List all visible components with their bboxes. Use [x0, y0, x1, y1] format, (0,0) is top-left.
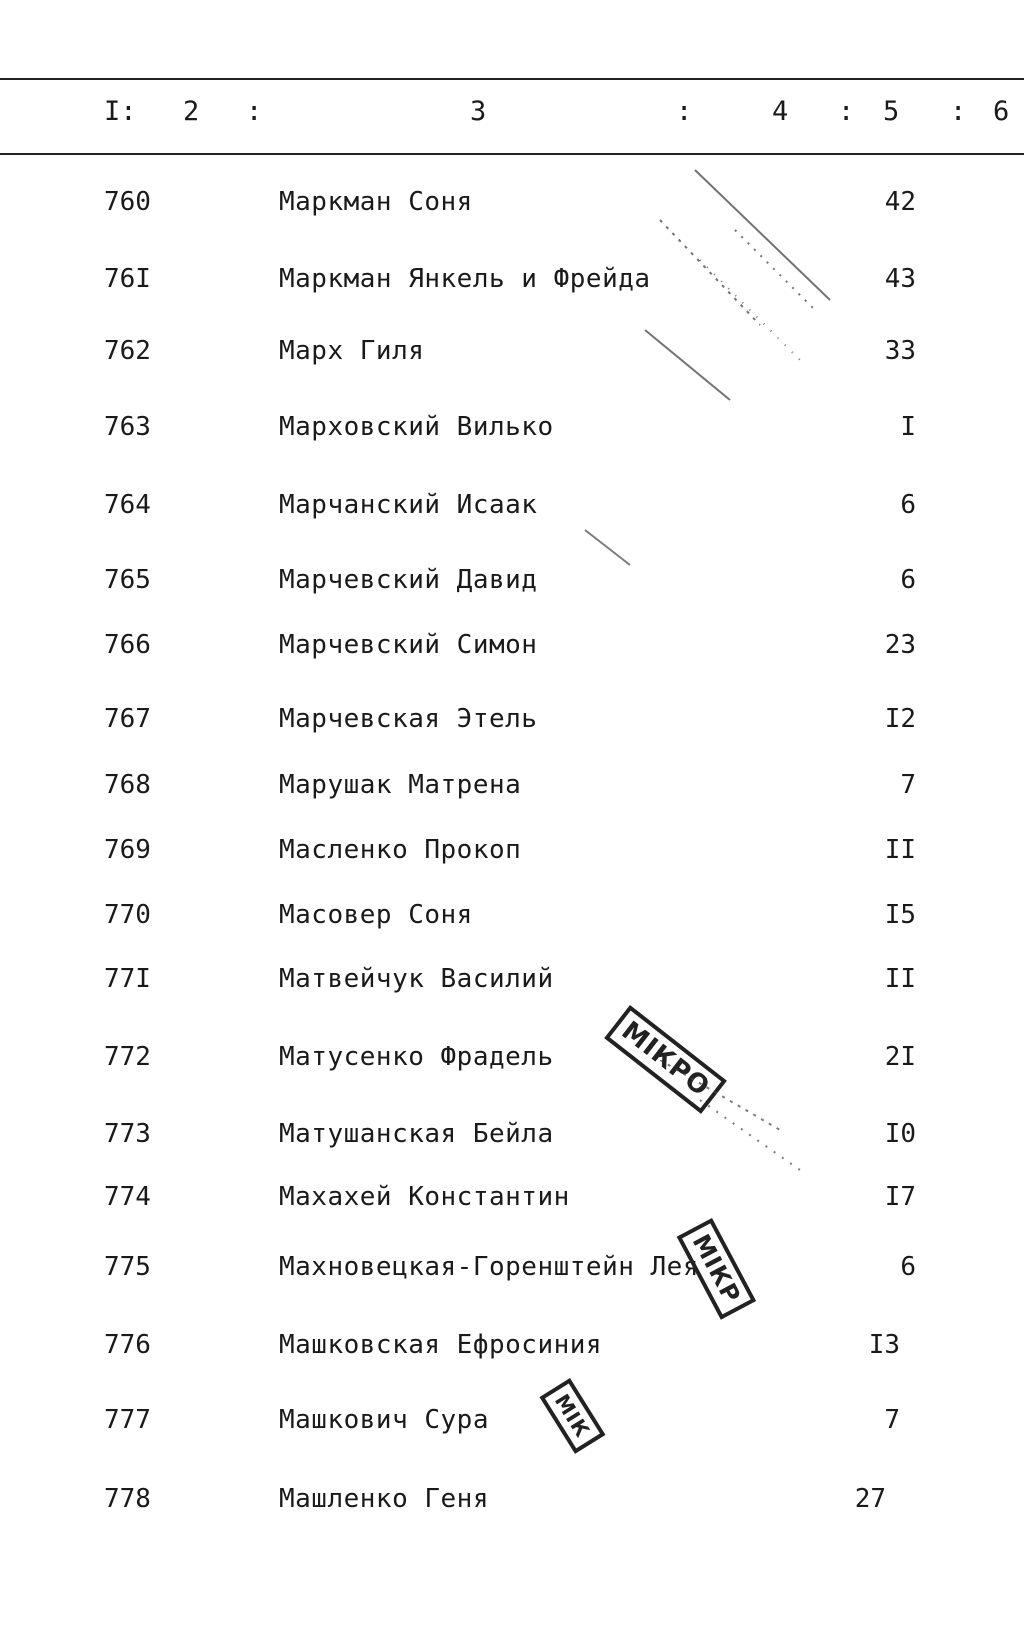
sheet-number: 23 [884, 630, 916, 660]
header-sep: : [838, 96, 855, 127]
table-row [0, 893, 1024, 937]
person-name: Матусенко Фрадель [279, 1042, 554, 1072]
person-name: Маркман Янкель и Фрейда [279, 264, 651, 294]
sheet-number: 43 [884, 264, 916, 294]
table-row [0, 257, 1024, 301]
table-row [0, 957, 1024, 1001]
sheet-number: II [884, 964, 916, 994]
table-row [0, 180, 1024, 224]
archive-stamp-text: МІК [549, 1389, 595, 1442]
row-number: 778 [104, 1484, 151, 1514]
header-col-1: I: [104, 96, 137, 127]
person-name: Марчевский Давид [279, 565, 538, 595]
header-col-2: 2 [183, 96, 200, 127]
sheet-number: I7 [884, 1182, 916, 1212]
faded-stamp-marks [640, 160, 870, 420]
table-row [0, 1323, 1024, 1367]
row-number: 764 [104, 490, 151, 520]
row-number: 773 [104, 1119, 151, 1149]
header-sep: : [676, 96, 693, 127]
header-top-rule [0, 78, 1024, 80]
person-name: Махновецкая-Горенштейн Лея [279, 1252, 699, 1282]
sheet-number: 2I [884, 1042, 916, 1072]
table-row [0, 828, 1024, 872]
row-number: 763 [104, 412, 151, 442]
person-name: Марушак Матрена [279, 770, 522, 800]
row-number: 766 [104, 630, 151, 660]
table-row [0, 697, 1024, 741]
row-number: 774 [104, 1182, 151, 1212]
row-number: 76I [104, 264, 151, 294]
sheet-number: 7 [900, 770, 916, 800]
sheet-number: 6 [900, 490, 916, 520]
faded-stamp-marks [660, 1060, 810, 1180]
person-name: Машленко Геня [279, 1484, 489, 1514]
person-name: Масленко Прокоп [279, 835, 522, 865]
archive-stamp-text: МІКРО [615, 1015, 716, 1103]
person-name: Марчевская Этель [279, 704, 538, 734]
person-name: Марчевский Симон [279, 630, 538, 660]
table-row [0, 1245, 1024, 1289]
sheet-number: 33 [884, 336, 916, 366]
person-name: Марх Гиля [279, 336, 425, 366]
row-number: 768 [104, 770, 151, 800]
table-row [0, 405, 1024, 449]
header-col-6: 6 [993, 96, 1010, 127]
table-row [0, 763, 1024, 807]
sheet-number: I2 [884, 704, 916, 734]
row-number: 762 [104, 336, 151, 366]
table-row [0, 623, 1024, 667]
sheet-number: 7 [884, 1405, 900, 1435]
sheet-number: 6 [900, 1252, 916, 1282]
row-number: 765 [104, 565, 151, 595]
archive-stamp-text: МІКР [686, 1229, 747, 1309]
person-name: Машкович Сура [279, 1405, 489, 1435]
faded-stamp-marks [580, 525, 640, 575]
sheet-number: II [884, 835, 916, 865]
row-number: 772 [104, 1042, 151, 1072]
person-name: Машковская Ефросиния [279, 1330, 603, 1360]
sheet-number: I3 [868, 1330, 900, 1360]
header-sep: : [950, 96, 967, 127]
sheet-number: I [900, 412, 916, 442]
row-number: 760 [104, 187, 151, 217]
sheet-number: 42 [884, 187, 916, 217]
table-row [0, 483, 1024, 527]
person-name: Матвейчук Василий [279, 964, 554, 994]
row-number: 769 [104, 835, 151, 865]
person-name: Маркман Соня [279, 187, 473, 217]
header-col-4: 4 [772, 96, 789, 127]
table-row [0, 329, 1024, 373]
row-number: 777 [104, 1405, 151, 1435]
header-col-5: 5 [883, 96, 900, 127]
person-name: Матушанская Бейла [279, 1119, 554, 1149]
person-name: Марчанский Исаак [279, 490, 538, 520]
row-number: 776 [104, 1330, 151, 1360]
sheet-number: I5 [884, 900, 916, 930]
table-row [0, 1477, 1024, 1521]
table-row [0, 1112, 1024, 1156]
header-sep: : [246, 96, 263, 127]
table-row [0, 1398, 1024, 1442]
sheet-number: 6 [900, 565, 916, 595]
person-name: Марховский Вилько [279, 412, 554, 442]
sheet-number: 27 [854, 1484, 886, 1514]
row-number: 770 [104, 900, 151, 930]
row-number: 775 [104, 1252, 151, 1282]
table-row [0, 1035, 1024, 1079]
header-bottom-rule [0, 153, 1024, 155]
person-name: Масовер Соня [279, 900, 473, 930]
person-name: Махахей Константин [279, 1182, 570, 1212]
table-row [0, 558, 1024, 602]
row-number: 77I [104, 964, 151, 994]
sheet-number: I0 [884, 1119, 916, 1149]
table-row [0, 1175, 1024, 1219]
header-col-3: 3 [470, 96, 487, 127]
row-number: 767 [104, 704, 151, 734]
